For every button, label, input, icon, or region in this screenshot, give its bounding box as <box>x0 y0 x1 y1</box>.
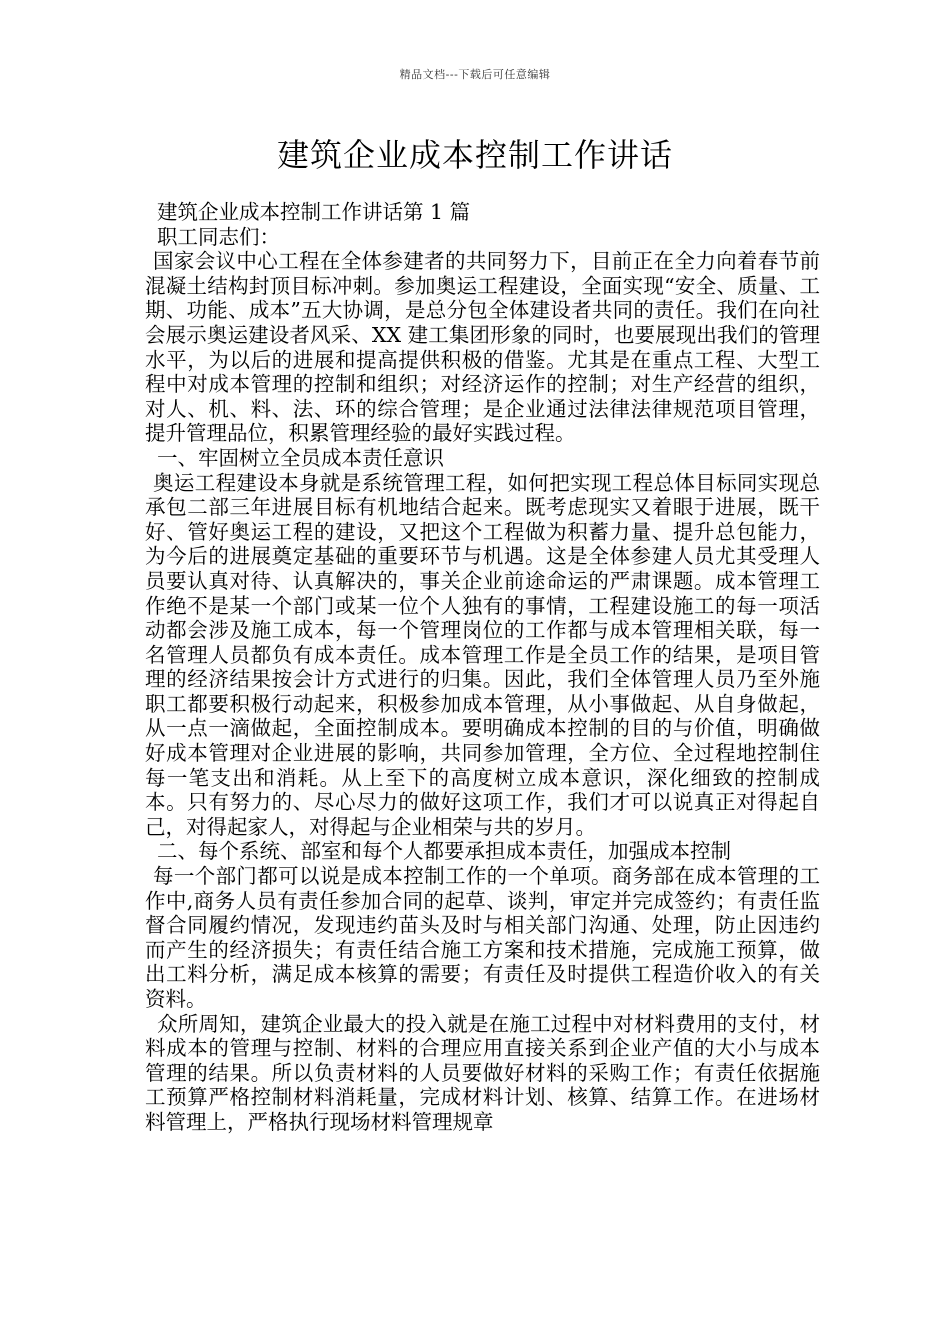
paragraph-materials: 众所周知，建筑企业最大的投入就是在施工过程中对材料费用的支付，材料成本的管理与控制、材料的合理应用直接关系到企业产值的大小与成本管理的结果。所以负责材料的人员要做好材料的采购工作；有责任依据施工预算严格控制材料消耗量，完成材料计划、核算、结算工作。在进场材料管理上，严格执行现场材料管理规章 <box>145 1011 820 1134</box>
heading-one: 一、牢固树立全员成本责任意识 <box>157 445 444 470</box>
header-note: 精品文档---下载后可任意编辑 <box>399 68 551 81</box>
heading-two: 二、每个系统、部室和每个人都要承担成本责任，加强成本控制 <box>157 839 731 864</box>
document-body <box>145 200 820 1135</box>
section-subtitle: 建筑企业成本控制工作讲话第 1 篇 <box>157 200 471 224</box>
document-title: 建筑企业成本控制工作讲话 <box>276 136 673 174</box>
paragraph-section-one: 奥运工程建设本身就是系统管理工程，如何把实现工程总体目标同实现总承包二部三年进展目标有机地结合起来。既考虑现实又着眼于进展，既干好、管好奥运工程的建设，又把这个工程做为积蓄力量、提升总包能力，为今后的进展奠定基础的重要环节与机遇。这是全体参建人员尤其受理人员要认真对待、认真解决的，事关企业前途命运的严肃课题。成本管理工作绝不是某一个部门或某一位个人独有的事情，工程建设施工的每一项活动都会涉及施工成本，每一个管理岗位的工作都与成本管理相关联，每一名管理人员都负有成本责任。成本管理工作是全员工作的结果，是项目管理的经济结果按会计方式进行的归集。因此，我们全体管理人员乃至外施职工都要积极行动起来，积极参加成本管理，从小事做起、从自身做起，从一点一滴做起，全面控制成本。要明确成本控制的目的与价值，明确做好成本管理对企业进展的影响，共同参加管理，全方位、全过程地控制住每一笔支出和消耗。从上至下的高度树立成本意识，深化细致的控制成本。只有努力的、尽心尽力的做好这项工作，我们才可以说真正对得起自己，对得起家人，对得起与企业相荣与共的岁月。 <box>145 470 820 839</box>
salutation: 职工同志们： <box>157 224 280 249</box>
paragraph-intro: 国家会议中心工程在全体参建者的共同努力下，目前正在全力向着春节前混凝土结构封顶目标冲刺。参加奥运工程建设，全面实现“安全、质量、工期、功能、成本”五大协调，是总分包全体建设者共同的责任。我们在向社会展示奥运建设者风采、XX 建工集团形象的同时，也要展现出我们的管理水平，为以后的进展和提高提供积极的借鉴。尤其是在重点工程、大型工程中对成本管理的控制和组织；对经济运作的控制；对生产经营的组织，对人、机、料、法、环的综合管理；是企业通过法律法律规范项目管理，提升管理品位，积累管理经验的最好实践过程。 <box>145 249 820 446</box>
paragraph-section-two: 每一个部门都可以说是成本控制工作的一个单项。商务部在成本管理的工作中,商务人员有责任参加合同的起草、谈判，审定并完成签约；有责任监督合同履约情况，发现违约苗头及时与相关部门沟通、处理，防止因违约而产生的经济损失；有责任结合施工方案和技术措施，完成施工预算，做出工料分析，满足成本核算的需要；有责任及时提供工程造价收入的有关资料。 <box>145 864 820 1011</box>
